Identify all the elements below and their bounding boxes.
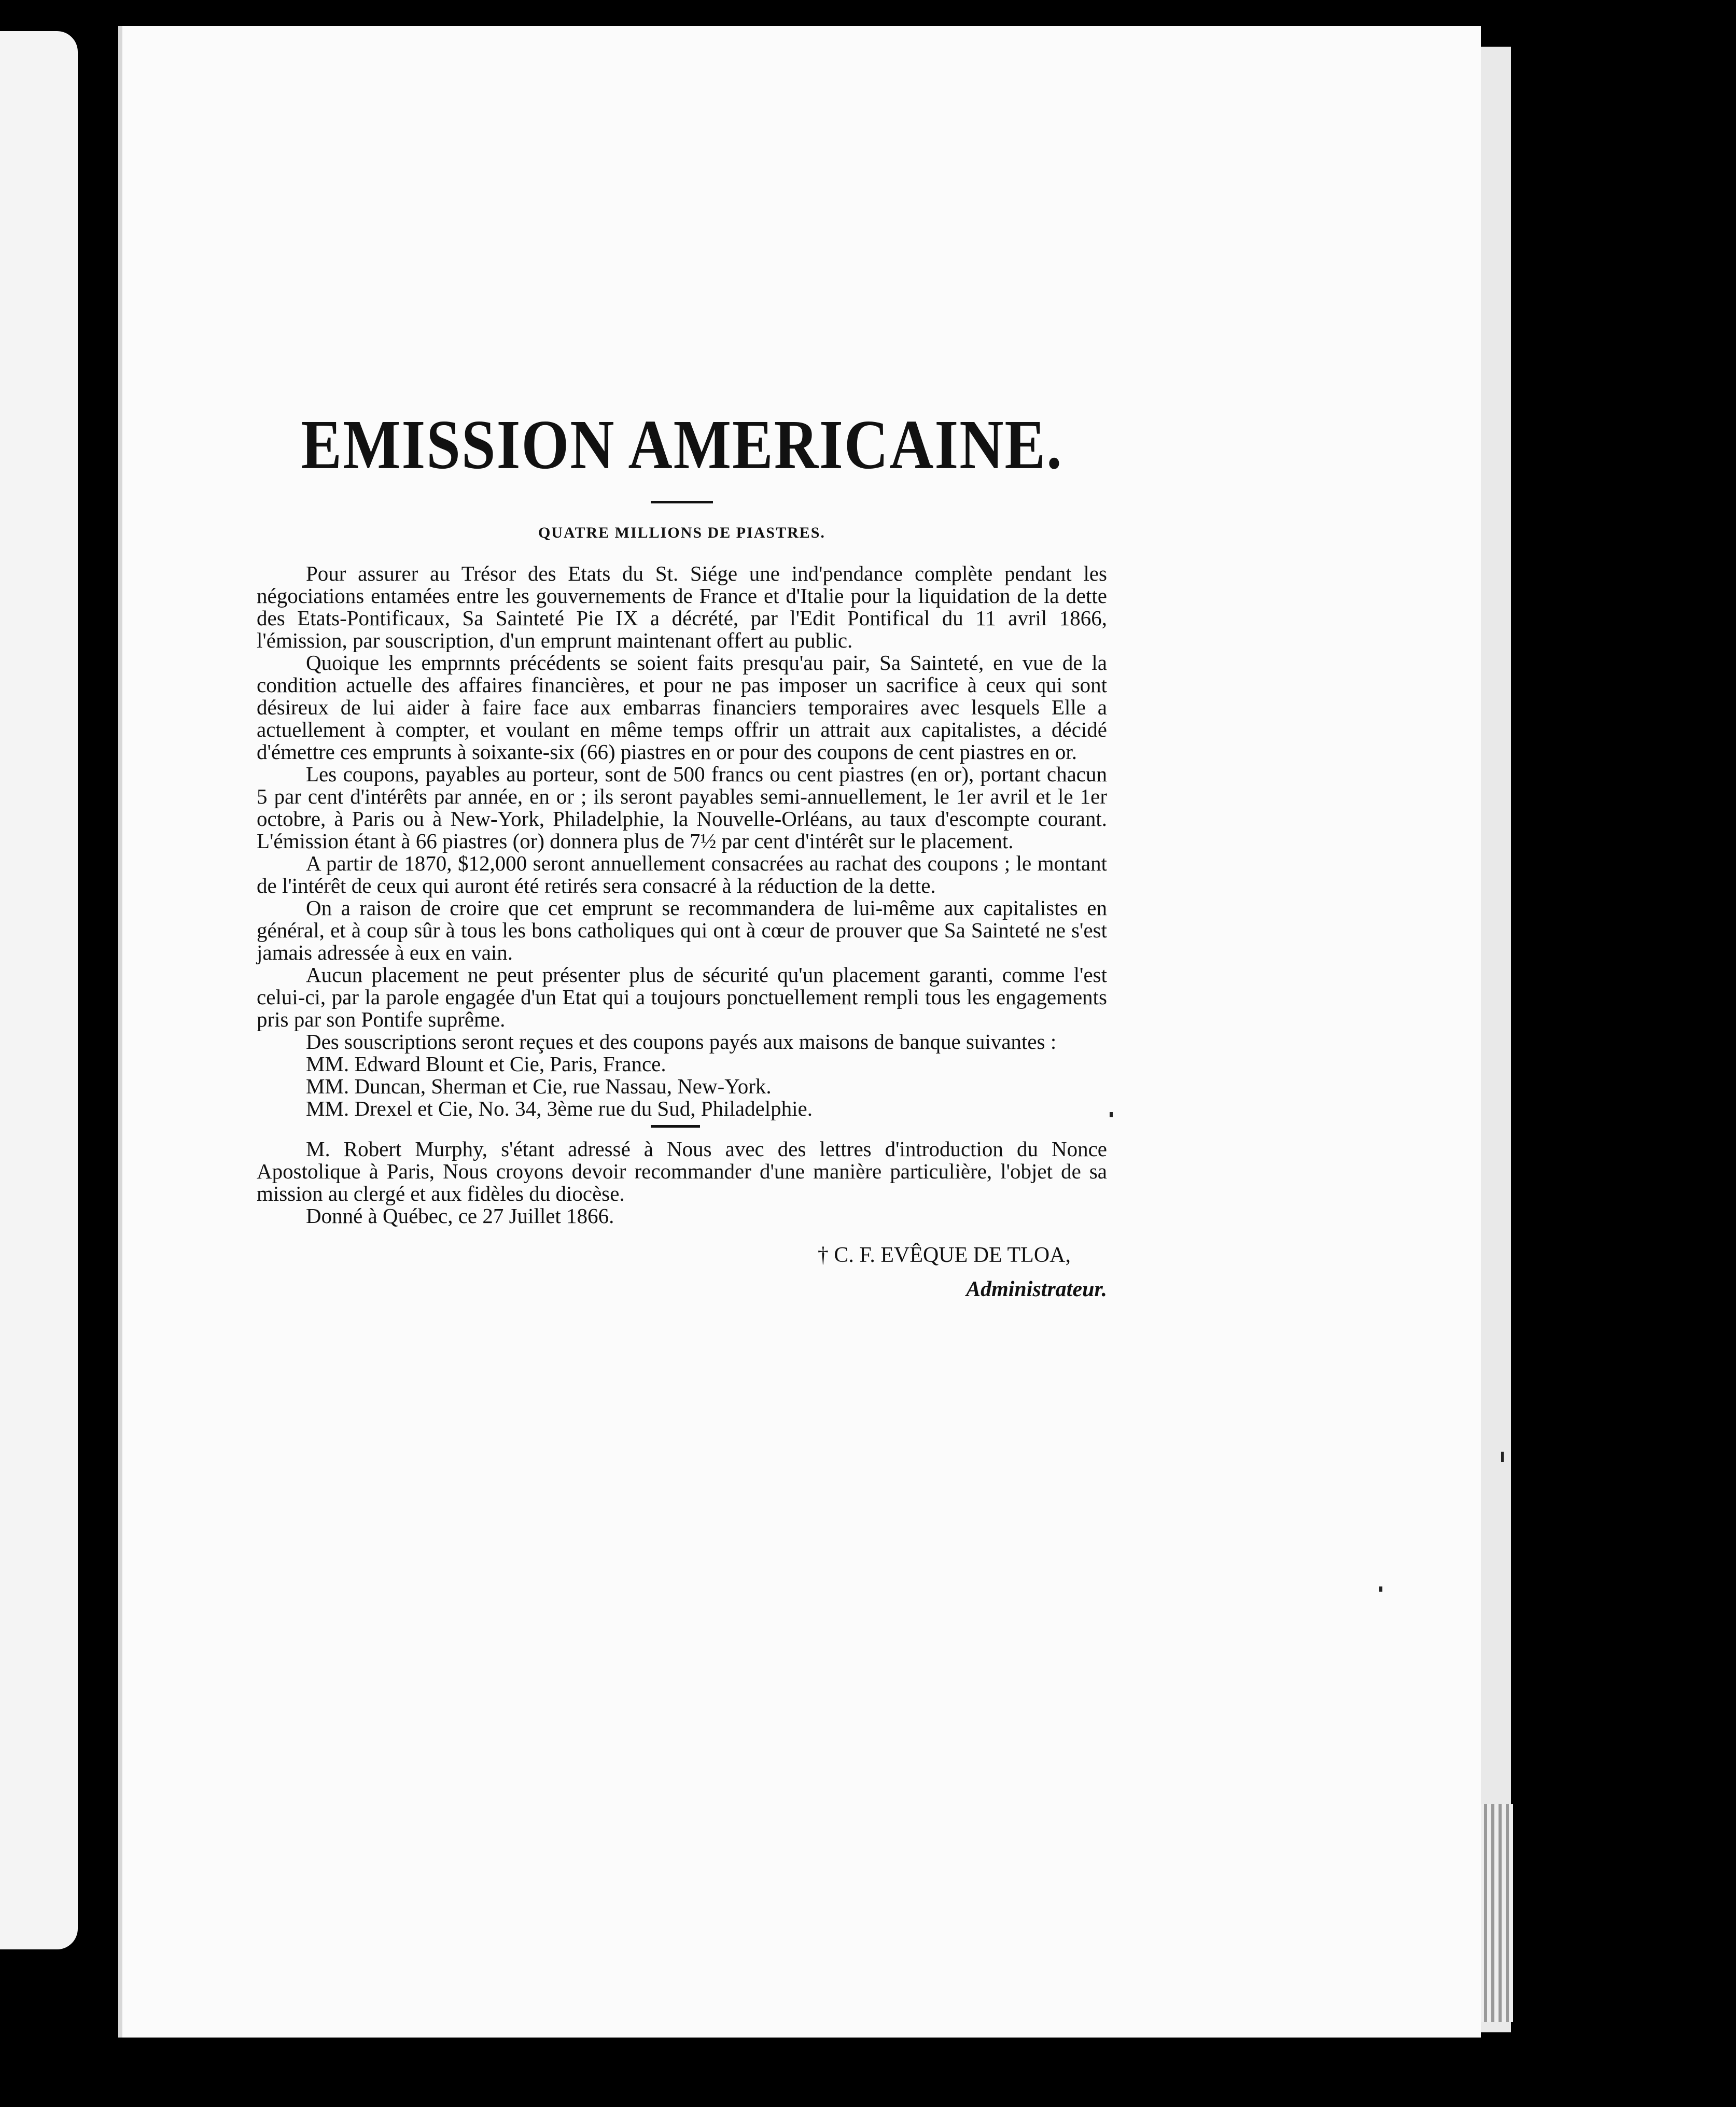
signature-title: Administrateur.	[966, 1277, 1107, 1301]
closing-paragraph-1: M. Robert Murphy, s'étant adressé à Nous avec des lettres d'introduction du Nonce Apostolique à Paris, Nous croyons devoir recommander d'une manière particulière, l'objet de sa mission au clergé et aux fidèles du diocèse.	[257, 1137, 1107, 1205]
paragraph-2: Quoique les emprnnts précédents se soient faits presqu'au pair, Sa Sainteté, en vue de la condition actuelle des affaires financières, et pour ne pas imposer un sacrifice à ceux qui sont désireux de lui aider à faire face aux embarras financiers temporaires avec lesquels Elle a actuellement à compter, et voulant en même temps offrir un attrait aux capitalistes, a décidé d'émettre ces emprunts à soixante-six (66) piastres en or pour des coupons de cent piastres en or.	[257, 651, 1107, 764]
document-content	[257, 405, 1107, 1302]
title-rule	[651, 501, 713, 503]
stacked-page-edges	[1477, 1804, 1513, 2022]
paragraph-1: Pour assurer au Trésor des Etats du St. Siége une ind'pendance complète pendant les négociations entamées entre les gouvernements de France et d'Italie pour la liquidation de la dette des Etats-Pontificaux, Sa Sainteté Pie IX a décrété, par l'Edit Pontifical du 11 avril 1866, l'émission, par souscription, d'un emprunt maintenant offert au public.	[257, 561, 1107, 652]
document-subtitle: QUATRE MILLIONS DE PIASTRES.	[538, 524, 825, 541]
scan-speck	[1110, 1112, 1113, 1117]
scan-speck	[1501, 1452, 1504, 1462]
bank-entry-2: MM. Duncan, Sherman et Cie, rue Nassau, New-York.	[306, 1074, 772, 1098]
bank-entry-3: MM. Drexel et Cie, No. 34, 3ème rue du Sud, Philadelphie.	[306, 1097, 813, 1120]
document-title: EMISSION AMERICAINE.	[301, 405, 1063, 484]
signature-line: † C. F. EVÊQUE DE TLOA,	[817, 1243, 1071, 1267]
paragraph-7: Des souscriptions seront reçues et des coupons payés aux maisons de banque suivantes :	[306, 1030, 1057, 1054]
paragraph-4: A partir de 1870, $12,000 seront annuellement consacrées au rachat des coupons ; le montant de l'intérêt de ceux qui auront été retirés sera consacré à la réduction de la dette.	[257, 851, 1107, 897]
paragraph-6: Aucun placement ne peut présenter plus de sécurité qu'un placement garanti, comme l'est celui-ci, par la parole engagée d'un Etat qui a toujours ponctuellement rempli tous les engagements pris par son Pontife suprême.	[257, 963, 1107, 1031]
left-page-sliver	[0, 31, 78, 1949]
paragraph-3: Les coupons, payables au porteur, sont de 500 francs ou cent piastres (en or), portant chacun 5 par cent d'intérêts par année, en or ; ils seront payables semi-annuellement, le 1er avril et le 1er octobre, à Paris ou à New-York, Philadelphie, la Nouvelle-Orléans, au taux d'escompte courant. L'émission étant à 66 piastres (or) donnera plus de 7½ par cent d'intérêt sur le placement.	[257, 762, 1107, 853]
closing-paragraph-2: Donné à Québec, ce 27 Juillet 1866.	[306, 1204, 614, 1228]
scan-speck	[1379, 1586, 1382, 1592]
paragraph-5: On a raison de croire que cet emprunt se recommandera de lui-même aux capitalistes en général, et à coup sûr à tous les bons catholiques qui ont à cœur de prouver que Sa Sainteté ne s'est jamais adressée à eux en vain.	[257, 896, 1107, 964]
section-rule	[651, 1125, 700, 1128]
bank-entry-1: MM. Edward Blount et Cie, Paris, France.	[306, 1052, 666, 1076]
